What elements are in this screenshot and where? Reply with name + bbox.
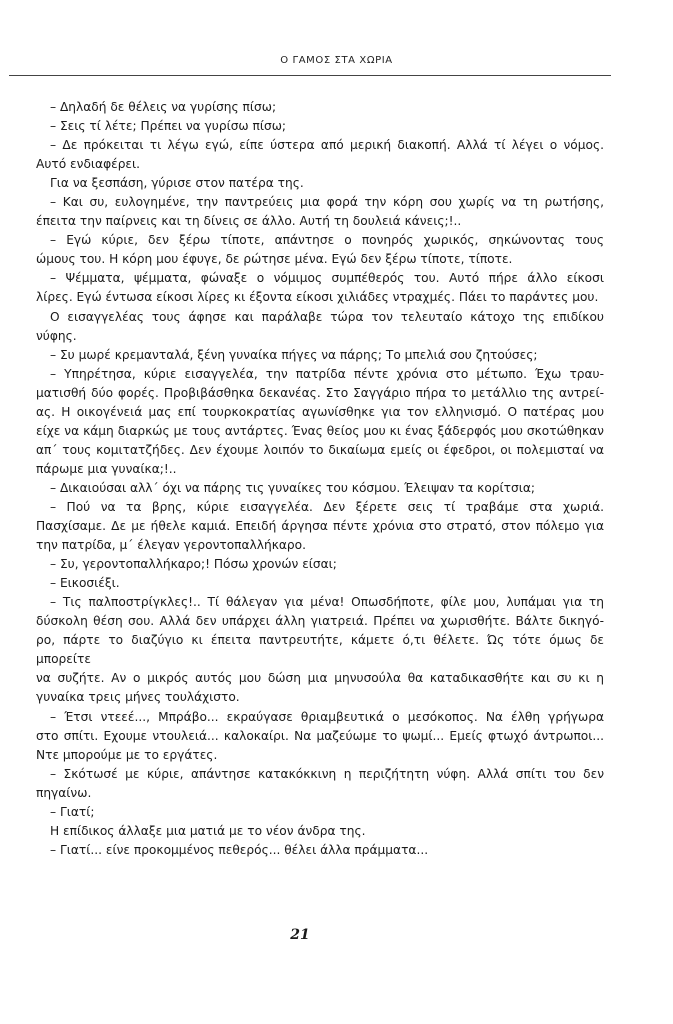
text-line: – Γιατί; — [50, 804, 95, 819]
text-line: γυναίκα τρεις μήνες τουλάχιστο. — [36, 690, 240, 705]
text-line: Πασχίσαμε. Δε με ήθελε καμιά. Επειδή άργησα πέντε χρόνια στο στρατό, στον πόλεμο για — [36, 519, 604, 534]
text-line: έπειτα την παίρνεις και τη δίνεις σε άλλο. Αυτή τη δουλειά κάνεις;!.. — [36, 214, 462, 229]
text-line: Ντε μπορούμε με το εργάτες. — [36, 747, 218, 762]
text-line: Ο εισαγγελέας τους άφησε και παράλαβε τώρα τον τελευταίο κάτοχο της επιδίκου — [50, 309, 604, 324]
text-line: – Έτσι ντεεέ..., Μπράβο... εκραύγασε θριαμβευτικά ο μεσόκοπος. Να έλθη γρήγωρα — [50, 709, 604, 724]
text-line: – Πού να τα βρης, κύριε εισαγγελέα. Δεν ξέρετε σεις τί τραβάμε στα χωριά. — [50, 499, 604, 514]
text-line: δύσκολη θέση σου. Αλλά δεν υπάρχει άλλη γιατρειά. Πρέπει να χωρισθήτε. Βάλτε δικηγό- — [36, 614, 604, 629]
running-head: Ο ΓΑΜΟΣ ΣΤΑ ΧΩΡΙΑ — [280, 55, 393, 66]
text-line: – Δικαιούσαι αλλ΄ όχι να πάρης τις γυναίκες του κόσμου. Έλειψαν τα κορίτσια; — [50, 480, 535, 495]
text-line: – Ψέμματα, ψέμματα, φώναξε ο νόμιμος συμπέθερός του. Αυτό πήρε άλλο είκοσι — [50, 271, 604, 286]
text-line: – Δηλαδή δε θέλεις να γυρίσης πίσω; — [50, 100, 277, 114]
text-line: ώμους του. Η κόρη μου έφυγε, δε ρώτησε μένα. Εγώ δεν ξέρω τίποτε, τίποτε. — [36, 252, 513, 267]
text-line: – Υπηρέτησα, κύριε εισαγγελέα, την πατρίδα πέντε χρόνια στο μέτωπο. Έχω τραυ- — [50, 366, 604, 381]
text-line: λίρες. Εγώ έντωσα είκοσι λίρες κι έξοντα είκοσι χιλιάδες ντραχμές. Πάει το παράντες μου. — [36, 290, 599, 305]
text-line: – Τις παλποστρίγκλες!.. Τί θάλεγαν για μένα! Οπωσδήποτε, φίλε μου, λυπάμαι για τη — [50, 595, 604, 610]
text-line: – Δε πρόκειται τι λέγω εγώ, είπε ύστερα από μερική διακοπή. Αλλά τί λέγει ο νόμος. — [50, 138, 604, 153]
text-line: – Εικοσιέξι. — [50, 576, 120, 591]
text-line: απ΄ τους κομιτατζήδες. Δεν έχουμε λοιπόν το δικαίωμα εμείς οι έφεδροι, οι πολεμισταί να — [36, 442, 604, 457]
text-line: Για να ξεσπάση, γύρισε στον πατέρα της. — [50, 176, 304, 191]
text-line: την πατρίδα, μ΄ έλεγαν γεροντοπαλλήκαρο. — [36, 538, 306, 553]
text-line: ρο, πάρτε το διαζύγιο κι έπειτα παντρευτήτε, κάμετε ό,τι θέλετε. Ώς τότε όμως δε μπορείτε — [36, 633, 604, 667]
text-line: νύφης. — [36, 328, 77, 343]
text-line: – Σεις τί λέτε; Πρέπει να γυρίσω πίσω; — [50, 119, 287, 134]
text-line: – Συ, γεροντοπαλλήκαρο;! Πόσω χρονών είσαι; — [50, 557, 337, 572]
text-line: είχε να κάμη διαρκώς με τους αντάρτες. Ένας θείος μου κι ένας ξάδερφός μου σκοτώθηκαν — [36, 423, 604, 438]
text-line: ματισθή δύο φορές. Προβιβάσθηκα δεκανέας. Στο Σαγγάριο πήρα το μετάλλιο της αντρεί- — [36, 385, 604, 400]
text-line: – Εγώ κύριε, δεν ξέρω τίποτε, απάντησε ο πονηρός χωρικός, σηκώνοντας τους — [50, 233, 604, 248]
text-line: – Και συ, ευλογημένε, την παντρεύεις μια φορά την κόρη σου χωρίς να τη ρωτήσης, — [50, 195, 604, 210]
text-line: – Συ μωρέ κρεμανταλά, ξένη γυναίκα πήγες να πάρης; Το μπελιά σου ζητούσες; — [50, 347, 538, 362]
text-line: Η επίδικος άλλαξε μια ματιά με το νέον άνδρα της. — [50, 823, 366, 838]
page-number: 21 — [290, 927, 310, 943]
text-line: ας. Η οικογένειά μας επί τουρκοκρατίας αγωνίσθηκε για τον ελληνισμό. Ο πατέρας μου — [36, 404, 604, 419]
text-line: στο σπίτι. Εχουμε ντουλειά... καλοκαίρι. Να μαζεύωμε το ψωμί... Εμείς φτωχό άντρωποι... — [36, 728, 604, 743]
text-line: να συζήτε. Αν ο μικρός αυτός μου δώση μια μηνυσούλα θα καταδικασθήτε και συ κι η — [36, 671, 604, 686]
body-text — [36, 98, 604, 860]
text-line: Αυτό ενδιαφέρει. — [36, 157, 141, 172]
text-line: πάρωμε μια γυναίκα;!.. — [36, 461, 177, 476]
header-rule — [9, 75, 611, 76]
text-line: – Σκότωσέ με κύριε, απάντησε κατακόκκινη η περιζήτητη νύφη. Αλλά σπίτι του δεν — [50, 766, 604, 781]
text-line: πηγαίνω. — [36, 785, 92, 800]
text-line: – Γιατί... είνε προκομμένος πεθερός... θέλει άλλα πράμματα... — [50, 842, 429, 857]
